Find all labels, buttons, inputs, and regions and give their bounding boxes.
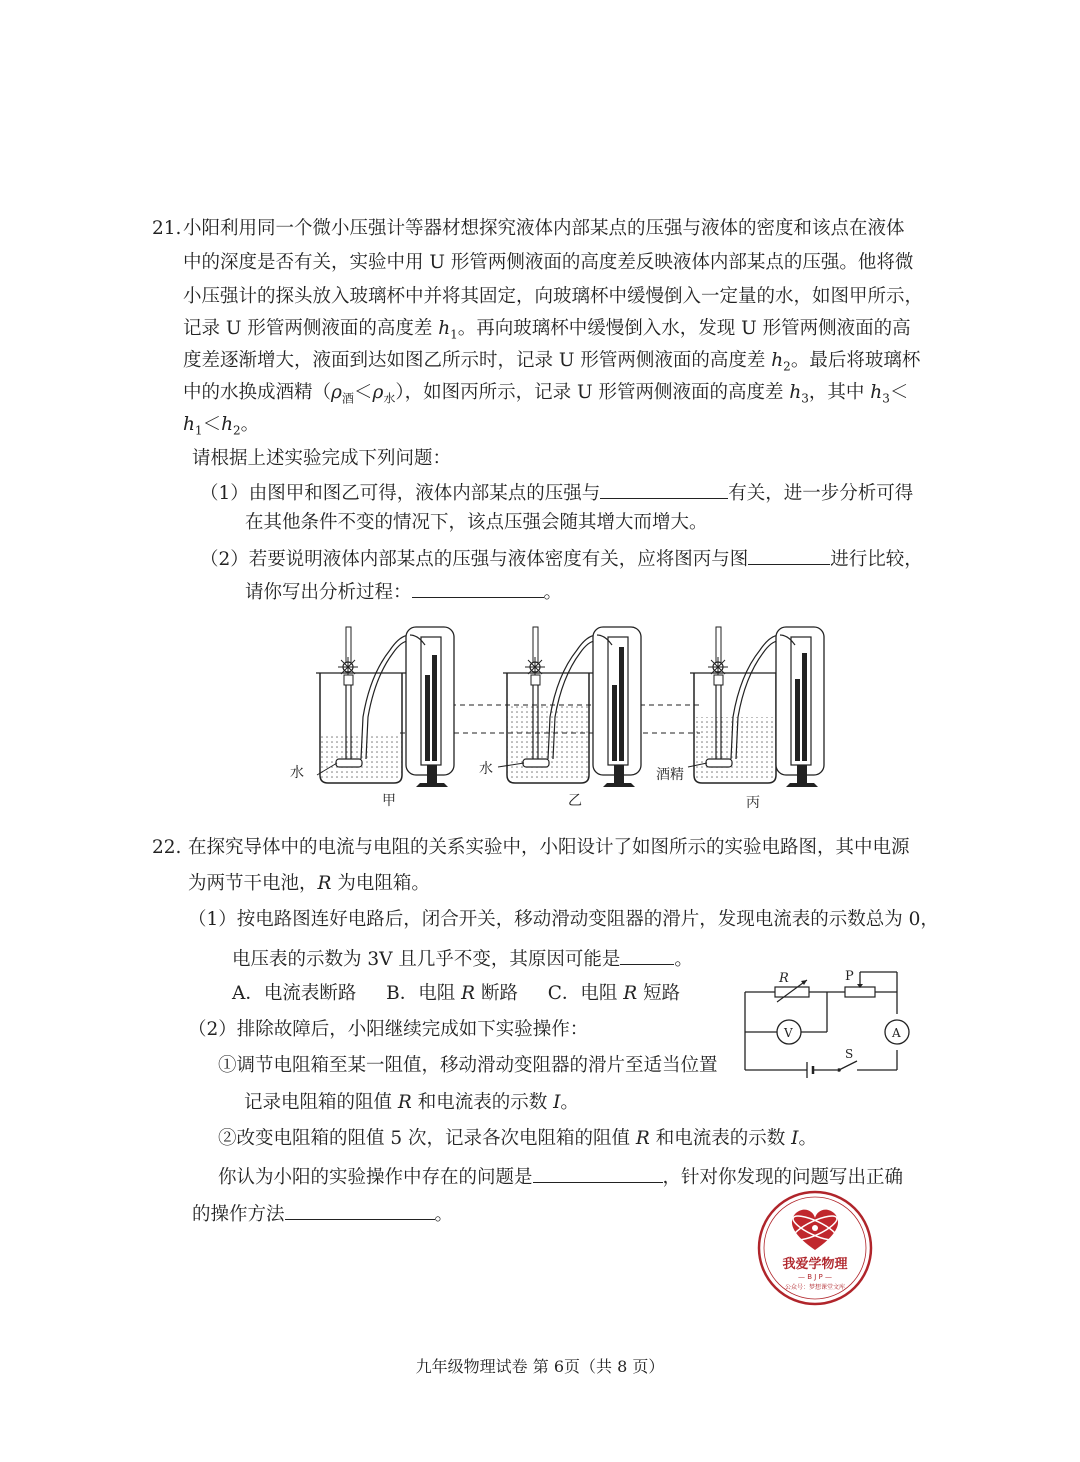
option-b[interactable]: B．电阻 R 断路 xyxy=(386,983,518,1004)
stamp-title: 我爱学物理 xyxy=(782,1257,848,1272)
q22-step-2: ②改变电阻箱的阻值 5 次，记录各次电阻箱的阻值 R 和电流表的示数 I。 xyxy=(218,1128,817,1149)
q21-blank-3[interactable] xyxy=(412,577,544,598)
option-c[interactable]: C．电阻 R 短路 xyxy=(547,983,681,1004)
clamp-knob-icon xyxy=(338,657,358,677)
circuit-label-R: R xyxy=(779,971,789,986)
q21-line-4: 记录 U 形管两侧液面的高度差 $h_1$。再向玻璃杯中缓慢倒入水，发现 U 形管两侧液面的高 xyxy=(183,318,911,342)
q22-line-1: 在探究导体中的电流与电阻的关系实验中，小阳设计了如图所示的实验电路图，其中电源 xyxy=(188,837,910,858)
q21-blank-1[interactable] xyxy=(600,478,728,499)
q22-blank-3[interactable] xyxy=(285,1199,435,1220)
q21-intro: 请根据上述实验完成下列问题： xyxy=(192,448,452,469)
q21-part-1-cont: 在其他条件不变的情况下，该点压强会随其增大而增大。 xyxy=(245,512,708,533)
setup-bing xyxy=(688,627,824,787)
battery-icon xyxy=(807,1062,813,1078)
circuit-diagram xyxy=(735,962,915,1082)
label-water-2: 水 xyxy=(479,761,493,777)
label-water-1: 水 xyxy=(290,765,304,781)
q21-blank-2[interactable] xyxy=(748,544,830,565)
q22-question: 你认为小阳的实验操作中存在的问题是 ，针对你发现的问题写出正确 xyxy=(218,1162,903,1191)
q22-part-1-cont: 电压表的示数为 3V 且几乎不变，其原因可能是 。 xyxy=(232,944,693,973)
stamp-logo xyxy=(755,1188,875,1308)
q22-step-1: ①调节电阻箱至某一阻值，移动滑动变阻器的滑片至适当位置 xyxy=(218,1055,718,1076)
q21-line-3: 小压强计的探头放入玻璃杯中并将其固定，向玻璃杯中缓慢倒入一定量的水，如图甲所示， xyxy=(183,286,924,307)
switch-icon xyxy=(837,1061,857,1072)
page-footer: 九年级物理试卷 第 6页（共 8 页） xyxy=(415,1357,665,1376)
clamp-knob-icon xyxy=(708,657,728,677)
q22-part-1: （1）按电路图连好电路后，闭合开关，移动滑动变阻器的滑片，发现电流表的示数总为 0， xyxy=(188,909,939,930)
q21-part-2-cont: 请你写出分析过程： 。 xyxy=(245,577,562,606)
q21-line-1: 小阳利用同一个微小压强计等器材想探究液体内部某点的压强与液体的密度和该点在液体 xyxy=(183,218,905,239)
caption-yi: 乙 xyxy=(568,793,582,809)
setup-yi xyxy=(498,627,641,787)
q22-blank-2[interactable] xyxy=(533,1162,663,1183)
caption-bing: 丙 xyxy=(746,795,760,811)
q22-number: 22. xyxy=(152,837,182,858)
circuit-label-P: P xyxy=(845,969,854,984)
q21-line-5: 度差逐渐增大，液面到达如图乙所示时，记录 U 形管两侧液面的高度差 $h_2$。最后将玻璃杯 xyxy=(183,350,921,374)
stamp-sub: — B J P — xyxy=(798,1273,832,1281)
circuit-label-A: A xyxy=(892,1026,901,1040)
q21-number: 21. xyxy=(152,218,182,239)
rheostat xyxy=(845,984,875,997)
label-alcohol: 酒精 xyxy=(656,767,684,783)
q22-step-1-cont: 记录电阻箱的阻值 R 和电流表的示数 I。 xyxy=(244,1092,579,1113)
caption-jia: 甲 xyxy=(382,793,396,809)
clamp-knob-icon xyxy=(525,657,545,677)
option-a[interactable]: A．电流表断路 xyxy=(232,983,357,1004)
circuit-label-V: V xyxy=(784,1026,793,1040)
q22-question-cont: 的操作方法 。 xyxy=(192,1199,453,1228)
q21-line-6: 中的水换成酒精$(\rho_酒<\rho_水)$，如图丙所示，记录 U 形管两侧液面的高度差 $h_3$，其中 $h_3<$ xyxy=(183,382,909,406)
q22-blank-1[interactable] xyxy=(620,944,674,965)
q22-line-2: 为两节干电池，R 为电阻箱。 xyxy=(188,873,430,894)
q22-options xyxy=(232,981,680,1007)
stamp-small: 公众号：梦想课堂文库 xyxy=(784,1284,846,1291)
q21-part-2: （2）若要说明液体内部某点的压强与液体密度有关，应将图丙与图 进行比较， xyxy=(200,544,923,573)
circuit-label-S: S xyxy=(845,1047,854,1061)
q21-line-7: $h_1<h_2$。 xyxy=(183,414,260,438)
q21-line-2: 中的深度是否有关，实验中用 U 形管两侧液面的高度差反映液体内部某点的压强。他将微 xyxy=(183,252,914,273)
setup-jia xyxy=(316,627,454,787)
pressure-gauge-figure xyxy=(280,615,840,820)
q22-part-2: （2）排除故障后，小阳继续完成如下实验操作： xyxy=(188,1019,589,1040)
q21-part-1: （1）由图甲和图乙可得，液体内部某点的压强与 有关，进一步分析可得 xyxy=(200,478,913,507)
